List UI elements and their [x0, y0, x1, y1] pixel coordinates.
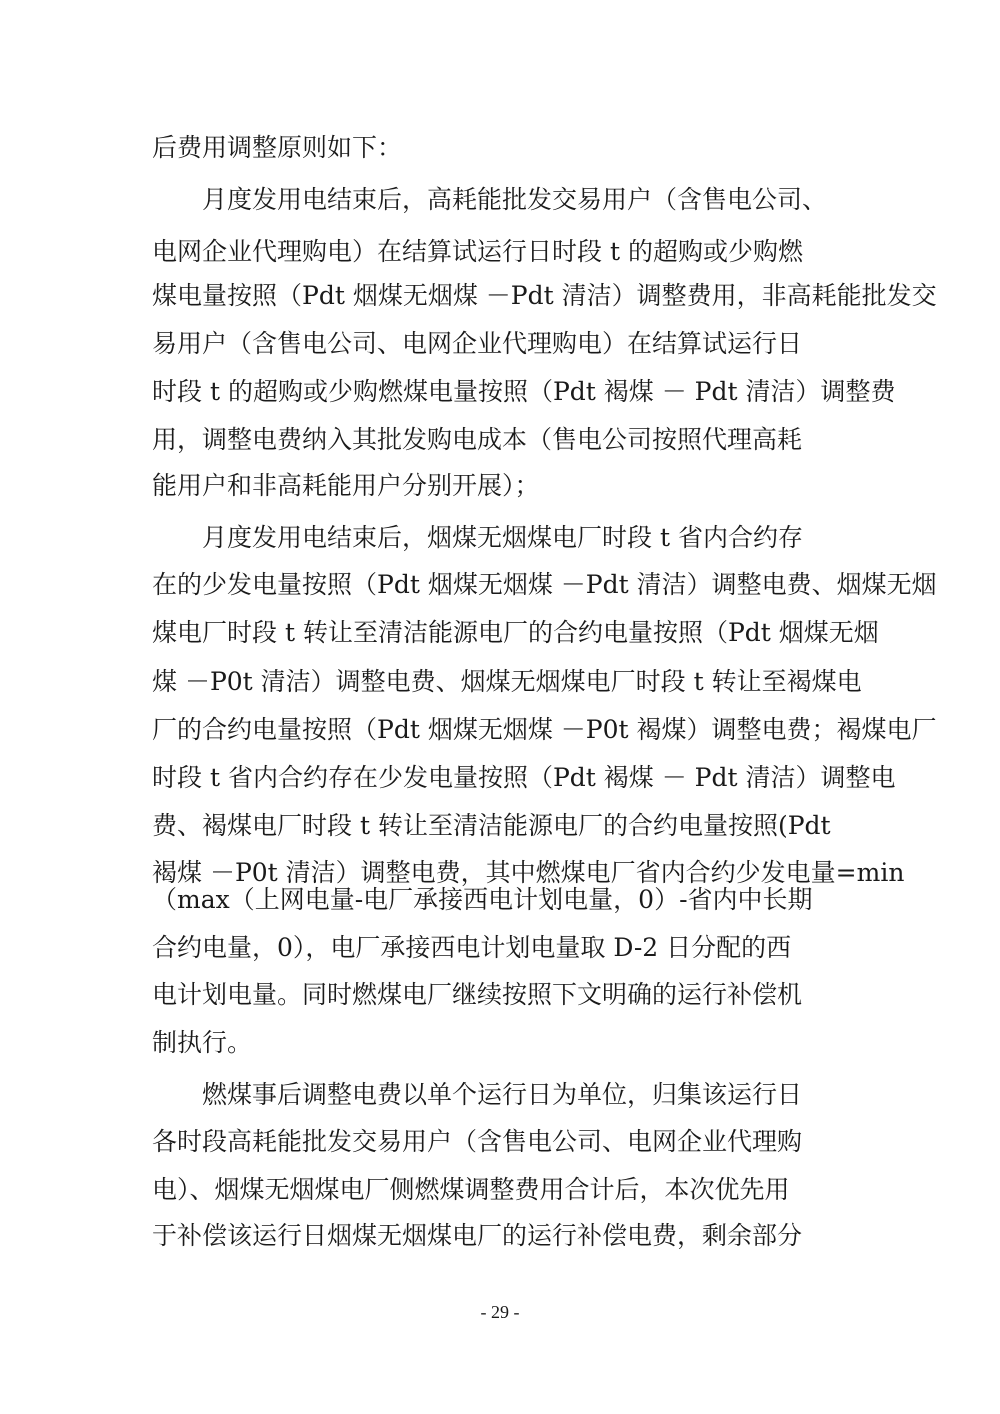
text-line: 煤电厂时段 t 转让至清洁能源电厂的合约电量按照（Pdt 烟煤无烟	[152, 618, 879, 647]
text-line: 电网企业代理购电）在结算试运行日时段 t 的超购或少购燃	[152, 237, 803, 266]
text-line: 月度发用电结束后，烟煤无烟煤电厂时段 t 省内合约存	[152, 523, 803, 552]
page-number: - 29 -	[480, 1302, 520, 1322]
text-line: 电）、烟煤无烟煤电厂侧燃煤调整费用合计后，本次优先用	[152, 1175, 790, 1204]
text-line: 时段 t 的超购或少购燃煤电量按照（Pdt 褐煤 － Pdt 清洁）调整费	[152, 377, 896, 406]
text-line: 月度发用电结束后，高耗能批发交易用户（含售电公司、	[152, 185, 828, 214]
text-line: 能用户和非高耗能用户分别开展）；	[152, 471, 540, 500]
text-line: 燃煤事后调整电费以单个运行日为单位，归集该运行日	[152, 1080, 803, 1109]
text-line: 于补偿该运行日烟煤无烟煤电厂的运行补偿电费，剩余部分	[152, 1221, 803, 1250]
text-line: 煤电量按照（Pdt 烟煤无烟煤 －Pdt 清洁）调整费用，非高耗能批发交	[152, 281, 937, 310]
text-line: 后费用调整原则如下：	[152, 133, 403, 162]
text-line: 各时段高耗能批发交易用户（含售电公司、电网企业代理购	[152, 1127, 803, 1156]
text-line: 易用户（含售电公司、电网企业代理购电）在结算试运行日	[152, 329, 803, 358]
text-line: 费、褐煤电厂时段 t 转让至清洁能源电厂的合约电量按照(Pdt	[152, 811, 831, 840]
text-line: 煤 －P0t 清洁）调整电费、烟煤无烟煤电厂时段 t 转让至褐煤电	[152, 667, 862, 696]
text-line: 用，调整电费纳入其批发购电成本（售电公司按照代理高耗	[152, 425, 803, 454]
text-line: 制执行。	[152, 1028, 253, 1057]
text-line: 时段 t 省内合约存在少发电量按照（Pdt 褐煤 － Pdt 清洁）调整电	[152, 763, 896, 792]
text-line: 电计划电量。同时燃煤电厂继续按照下文明确的运行补偿机	[152, 980, 803, 1009]
text-line: 褐煤 －P0t 清洁）调整电费，其中燃煤电厂省内合约少发电量=min	[152, 858, 905, 887]
text-line: 厂的合约电量按照（Pdt 烟煤无烟煤 －P0t 褐煤）调整电费；褐煤电厂	[152, 715, 937, 744]
text-line: 在的少发电量按照（Pdt 烟煤无烟煤 －Pdt 清洁）调整电费、烟煤无烟	[152, 570, 937, 599]
text-line: （max（上网电量-电厂承接西电计划电量，0）-省内中长期	[152, 885, 813, 914]
text-line: 合约电量，0），电厂承接西电计划电量取 D-2 日分配的西	[152, 933, 792, 962]
